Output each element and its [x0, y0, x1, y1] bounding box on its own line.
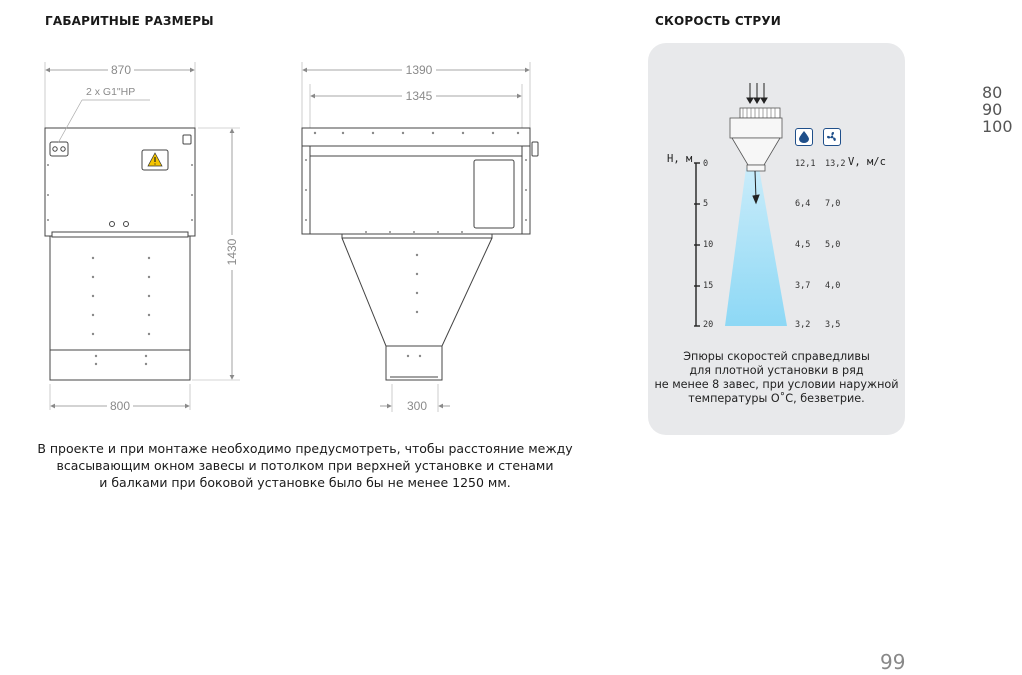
- axis-v-label: V, м/с: [848, 156, 886, 168]
- v2-value: 13,2: [825, 159, 846, 169]
- curtain-unit-icon: [730, 108, 782, 171]
- caption-line: температуры О˚С, безветрие.: [688, 392, 865, 405]
- v1-value: 6,4: [795, 199, 811, 209]
- v2-value: 3,5: [825, 320, 841, 330]
- velocity-title: СКОРОСТЬ СТРУИ: [655, 14, 782, 28]
- h-value: 10: [703, 240, 714, 250]
- edge-numbers: [982, 84, 1022, 135]
- dim-height: 1430: [225, 238, 239, 266]
- dimension-drawings: [0, 0, 640, 430]
- v1-value: 3,2: [795, 320, 811, 330]
- dim-width-bottom: 800: [109, 399, 131, 413]
- edge-number: 90: [982, 100, 1003, 119]
- caption-line: для плотной установки в ряд: [689, 364, 864, 377]
- fan-icon: [823, 128, 841, 146]
- h-value: 20: [703, 320, 714, 330]
- v1-value: 4,5: [795, 240, 811, 250]
- front-view: [45, 62, 240, 410]
- note-line: В проекте и при монтаже необходимо предусмотреть, чтобы расстояние между: [37, 441, 573, 456]
- caption-line: не менее 8 завес, при условии наружной: [654, 378, 899, 391]
- dim-width-top: 870: [110, 63, 132, 77]
- side-view: [302, 62, 538, 412]
- dim-nozzle: 300: [406, 399, 428, 413]
- v1-value: 12,1: [795, 159, 816, 169]
- h-value: 0: [703, 159, 709, 169]
- v2-value: 4,0: [825, 281, 841, 291]
- v2-value: 7,0: [825, 199, 841, 209]
- caption-line: Эпюры скоростей справедливы: [683, 350, 870, 363]
- dim-connection: 2 x G1"НР: [86, 86, 136, 98]
- v2-value: 5,0: [825, 240, 841, 250]
- intake-arrows-icon: [747, 83, 767, 103]
- note-line: всасывающим окном завесы и потолком при верхней установке и стенами: [56, 458, 554, 473]
- edge-number: 80: [982, 83, 1003, 102]
- note-line: и балками при боковой установке было бы не менее 1250 мм.: [99, 475, 511, 490]
- dimensions-title: ГАБАРИТНЫЕ РАЗМЕРЫ: [45, 14, 214, 28]
- height-axis: [694, 163, 700, 326]
- dim-width-inner: 1345: [405, 89, 433, 103]
- water-drop-icon: [795, 128, 813, 146]
- h-value: 5: [703, 199, 709, 209]
- edge-number: 100: [982, 117, 1013, 136]
- axis-h-label: Н, м: [667, 153, 693, 165]
- installation-note: [30, 440, 580, 491]
- page-number: 99: [880, 650, 906, 674]
- h-value: 15: [703, 281, 714, 291]
- velocity-diagram: [648, 43, 905, 343]
- v1-value: 3,7: [795, 281, 811, 291]
- dim-width-outer: 1390: [405, 63, 433, 77]
- velocity-caption: [650, 350, 903, 406]
